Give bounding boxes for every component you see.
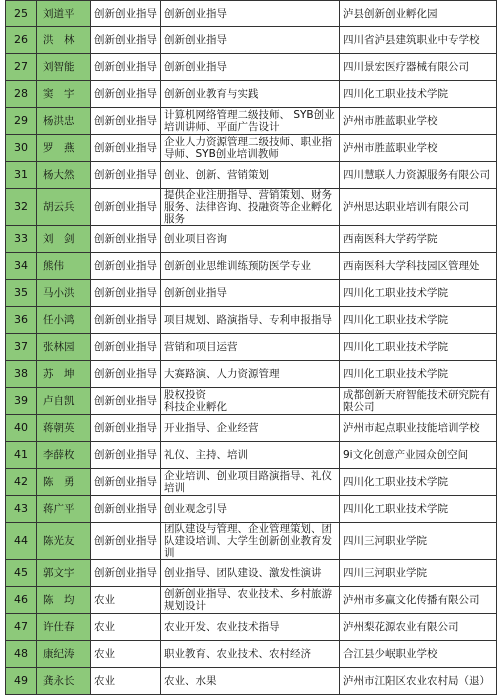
row-number: 39 (6, 388, 37, 415)
expert-name: 苏 坤 (37, 361, 91, 388)
expert-organization: 四川慧联人力资源服务有限公司 (340, 162, 497, 189)
expert-specialty: 股权投资 科技企业孵化 (161, 388, 340, 415)
expert-organization: 四川化工职业技术学院 (340, 469, 497, 496)
table-row (6, 560, 497, 587)
expert-specialty: 创新创业指导 (161, 1, 340, 27)
table-row (6, 523, 497, 560)
expert-name: 蒋朝英 (37, 415, 91, 442)
expert-category: 创新创业指导 (91, 415, 161, 442)
expert-specialty: 创新创业思维训练预防医学专业 (161, 253, 340, 280)
row-number: 38 (6, 361, 37, 388)
expert-organization: 西南医科大学药学院 (340, 226, 497, 253)
expert-category: 创新创业指导 (91, 442, 161, 469)
expert-specialty: 营销和项目运营 (161, 334, 340, 361)
expert-name: 窦 宇 (37, 81, 91, 108)
expert-organization: 泸县创新创业孵化园 (340, 1, 497, 27)
expert-category: 创新创业指导 (91, 135, 161, 162)
expert-name: 卢自凯 (37, 388, 91, 415)
expert-specialty: 创业观念引导 (161, 496, 340, 523)
expert-name: 马小洪 (37, 280, 91, 307)
expert-category: 创新创业指导 (91, 334, 161, 361)
row-number: 25 (6, 1, 37, 27)
expert-name: 陈光友 (37, 523, 91, 560)
expert-category: 创新创业指导 (91, 27, 161, 54)
expert-category: 创新创业指导 (91, 189, 161, 226)
expert-specialty: 团队建设与管理、企业管理策划、团队建设培训、大学生创新创业教育发训 (161, 523, 340, 560)
table-row (6, 361, 497, 388)
expert-category: 创新创业指导 (91, 253, 161, 280)
expert-category: 创新创业指导 (91, 280, 161, 307)
table-row (6, 108, 497, 135)
expert-category: 农业 (91, 641, 161, 668)
expert-organization: 四川化工职业技术学院 (340, 334, 497, 361)
expert-organization: 四川化工职业技术学院 (340, 307, 497, 334)
expert-category: 创新创业指导 (91, 81, 161, 108)
expert-organization: 四川化工职业技术学院 (340, 81, 497, 108)
row-number: 36 (6, 307, 37, 334)
expert-category: 创新创业指导 (91, 469, 161, 496)
row-number: 48 (6, 641, 37, 668)
expert-organization: 泸州市胜蓝职业学校 (340, 108, 497, 135)
expert-specialty: 创新创业指导 (161, 27, 340, 54)
expert-name: 张林园 (37, 334, 91, 361)
table-row (6, 587, 497, 614)
row-number: 34 (6, 253, 37, 280)
row-number: 35 (6, 280, 37, 307)
table-row (6, 226, 497, 253)
row-number: 31 (6, 162, 37, 189)
expert-specialty: 职业教育、农业技术、农村经济 (161, 641, 340, 668)
expert-organization: 泸州市起点职业技能培训学校 (340, 415, 497, 442)
row-number: 45 (6, 560, 37, 587)
table-row (6, 469, 497, 496)
table-row (6, 162, 497, 189)
expert-name: 刘智能 (37, 54, 91, 81)
expert-organization: 西南医科大学科技园区管理处 (340, 253, 497, 280)
expert-name: 任小鸿 (37, 307, 91, 334)
row-number: 32 (6, 189, 37, 226)
expert-name: 杨洪忠 (37, 108, 91, 135)
expert-category: 创新创业指导 (91, 361, 161, 388)
table-row (6, 280, 497, 307)
expert-name: 李薛枚 (37, 442, 91, 469)
row-number: 41 (6, 442, 37, 469)
table-row (6, 496, 497, 523)
table-row (6, 54, 497, 81)
row-number: 29 (6, 108, 37, 135)
expert-name: 刘道平 (37, 1, 91, 27)
expert-organization: 四川三河职业学院 (340, 523, 497, 560)
expert-organization: 泸州思达职业培训有限公司 (340, 189, 497, 226)
table-row (6, 641, 497, 668)
expert-name: 熊伟 (37, 253, 91, 280)
expert-name: 陈 勇 (37, 469, 91, 496)
expert-organization: 泸州市多赢文化传播有限公司 (340, 587, 497, 614)
table-row (6, 334, 497, 361)
expert-specialty: 创业项目咨询 (161, 226, 340, 253)
row-number: 27 (6, 54, 37, 81)
expert-specialty: 农业、水果 (161, 668, 340, 695)
expert-organization: 四川化工职业技术学院 (340, 361, 497, 388)
row-number: 40 (6, 415, 37, 442)
expert-organization: 泸州市江阳区农业农村局（退） (340, 668, 497, 695)
row-number: 37 (6, 334, 37, 361)
expert-specialty: 创新创业教育与实践 (161, 81, 340, 108)
expert-category: 农业 (91, 668, 161, 695)
expert-organization: 四川三河职业学院 (340, 560, 497, 587)
expert-category: 创新创业指导 (91, 496, 161, 523)
expert-name: 胡云兵 (37, 189, 91, 226)
expert-organization: 四川化工职业技术学院 (340, 280, 497, 307)
expert-specialty: 开业指导、企业经营 (161, 415, 340, 442)
expert-name: 郭文宇 (37, 560, 91, 587)
table-row (6, 27, 497, 54)
table-row (6, 189, 497, 226)
expert-name: 陈 均 (37, 587, 91, 614)
row-number: 26 (6, 27, 37, 54)
table-row (6, 668, 497, 695)
row-number: 44 (6, 523, 37, 560)
expert-category: 创新创业指导 (91, 307, 161, 334)
expert-organization: 成都创新天府智能技术研究院有限公司 (340, 388, 497, 415)
row-number: 49 (6, 668, 37, 695)
expert-organization: 四川省泸县建筑职业中专学校 (340, 27, 497, 54)
expert-name: 许仕春 (37, 614, 91, 641)
expert-category: 创新创业指导 (91, 388, 161, 415)
row-number: 30 (6, 135, 37, 162)
expert-category: 创新创业指导 (91, 560, 161, 587)
table-row (6, 135, 497, 162)
expert-category: 创新创业指导 (91, 162, 161, 189)
expert-name: 杨大然 (37, 162, 91, 189)
expert-specialty: 创新创业指导、农业技术、乡村旅游规划设计 (161, 587, 340, 614)
expert-category: 农业 (91, 587, 161, 614)
table-row (6, 307, 497, 334)
expert-category: 农业 (91, 614, 161, 641)
table-row (6, 614, 497, 641)
expert-name: 罗 燕 (37, 135, 91, 162)
expert-category: 创新创业指导 (91, 1, 161, 27)
table-row (6, 253, 497, 280)
expert-specialty: 创业、创新、营销策划 (161, 162, 340, 189)
table-row (6, 1, 497, 27)
expert-organization: 四川化工职业技术学院 (340, 496, 497, 523)
expert-specialty: 企业培训、创业项目路演指导、礼仪培训 (161, 469, 340, 496)
table-row (6, 81, 497, 108)
expert-specialty: 创新创业指导 (161, 54, 340, 81)
expert-category: 创新创业指导 (91, 523, 161, 560)
row-number: 46 (6, 587, 37, 614)
expert-specialty: 礼仪、主持、培训 (161, 442, 340, 469)
row-number: 28 (6, 81, 37, 108)
expert-organization: 泸州梨花源农业有限公司 (340, 614, 497, 641)
expert-name: 龚永长 (37, 668, 91, 695)
table-row (6, 442, 497, 469)
expert-name: 蒋广平 (37, 496, 91, 523)
table-body (6, 1, 497, 695)
expert-specialty: 创新创业指导 (161, 280, 340, 307)
expert-specialty: 项目规划、路演指导、专利申报指导 (161, 307, 340, 334)
expert-specialty: 创业指导、团队建设、激发性演讲 (161, 560, 340, 587)
expert-specialty: 大赛路演、人力资源管理 (161, 361, 340, 388)
table-row (6, 415, 497, 442)
table-row (6, 388, 497, 415)
expert-specialty: 农业开发、农业技术指导 (161, 614, 340, 641)
expert-specialty: 计算机网络管理二级技师、 SYB创业培训讲师、平面广告设计 (161, 108, 340, 135)
expert-specialty: 企业人力资源管理二级技师、职业指导师、SYB创业培训教师 (161, 135, 340, 162)
expert-organization: 泸州市胜蓝职业学校 (340, 135, 497, 162)
expert-category: 创新创业指导 (91, 54, 161, 81)
row-number: 42 (6, 469, 37, 496)
expert-specialty: 提供企业注册指导、营销策划、财务服务、法律咨询、投融资等企业孵化服务 (161, 189, 340, 226)
expert-name: 康纪涛 (37, 641, 91, 668)
expert-name: 洪 林 (37, 27, 91, 54)
expert-organization: 四川景宏医疗器械有限公司 (340, 54, 497, 81)
expert-category: 创新创业指导 (91, 108, 161, 135)
expert-organization: 9i文化创意产业园众创空间 (340, 442, 497, 469)
expert-organization: 合江县少岷职业学校 (340, 641, 497, 668)
expert-category: 创新创业指导 (91, 226, 161, 253)
expert-name: 刘 剑 (37, 226, 91, 253)
expert-table (5, 0, 496, 695)
row-number: 43 (6, 496, 37, 523)
row-number: 33 (6, 226, 37, 253)
row-number: 47 (6, 614, 37, 641)
